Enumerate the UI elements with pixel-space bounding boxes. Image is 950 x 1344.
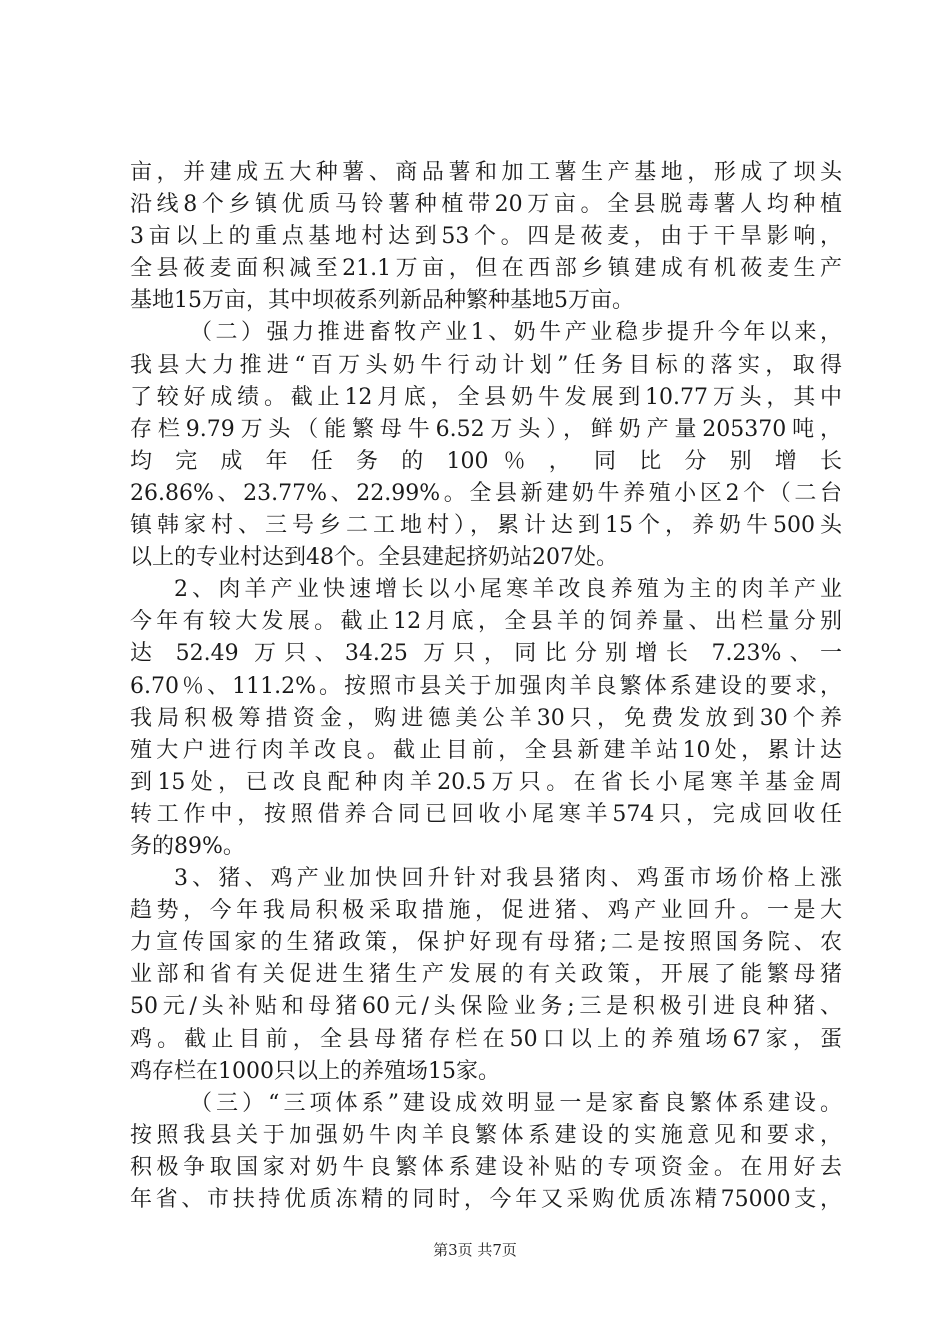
text-line: 6.70％、111.2%。按照市县关于加强肉羊良繁体系建设的要求，: [130, 673, 842, 699]
page-footer: 第3页 共7页: [433, 1241, 517, 1259]
body-text: [130, 157, 842, 1216]
text-line: 3、猪、鸡产业加快回升针对我县猪肉、鸡蛋市场价格上涨: [174, 866, 842, 892]
text-line: 鸡。截止目前，全县母猪存栏在50口以上的养殖场67家，蛋: [130, 1026, 842, 1052]
text-line: 3亩以上的重点基地村达到53个。四是莜麦，由于干旱影响，: [130, 224, 842, 250]
text-line: （三）“三项体系”建设成效明显一是家畜良繁体系建设。: [190, 1090, 842, 1116]
text-line: 达 52.49 万只、34.25 万只，同比分别增长 7.23%、一: [130, 641, 842, 667]
text-line: 年省、市扶持优质冻精的同时，今年又采购优质冻精75000支，: [130, 1187, 842, 1212]
text-line: 2、肉羊产业快速增长以小尾寒羊改良养殖为主的肉羊产业: [174, 577, 842, 603]
text-line: 存栏9.79万头（能繁母牛6.52万头），鲜奶产量205370吨，: [130, 416, 842, 442]
text-line: 我县大力推进“百万头奶牛行动计划”任务目标的落实，取得: [130, 352, 842, 378]
text-line: 业部和省有关促进生猪生产发展的有关政策，开展了能繁母猪: [130, 962, 842, 988]
text-line: 趋势，今年我局积极采取措施，促进猪、鸡产业回升。一是大: [130, 898, 842, 924]
text-line: 26.86%、23.77%、22.99%。全县新建奶牛养殖小区2个（二台: [130, 480, 842, 506]
text-line: 积极争取国家对奶牛良繁体系建设补贴的专项资金。在用好去: [130, 1154, 842, 1180]
text-line: 沿线8个乡镇优质马铃薯种植带20万亩。全县脱毒薯人均种植: [130, 192, 842, 218]
text-line: 力宣传国家的生猪政策，保护好现有母猪;二是按照国务院、农: [130, 930, 842, 956]
text-line: 亩，并建成五大种薯、商品薯和加工薯生产基地，形成了坝头: [130, 160, 842, 185]
text-line: 按照我县关于加强奶牛肉羊良繁体系建设的实施意见和要求，: [130, 1122, 842, 1148]
text-line: 今年有较大发展。截止12月底，全县羊的饲养量、出栏量分别: [130, 609, 842, 635]
text-line: 了较好成绩。截止12月底，全县奶牛发展到10.77万头，其中: [130, 384, 842, 410]
text-line: 以上的专业村达到48个。全县建起挤奶站207处。: [130, 545, 618, 571]
text-line: 务的89%。: [130, 833, 245, 859]
text-line: 基地15万亩，其中坝莜系列新品种繁种基地5万亩。: [130, 288, 634, 314]
text-line: 50元/头补贴和母猪60元/头保险业务;三是积极引进良种猪、: [130, 994, 842, 1020]
text-line: 我局积极筹措资金，购进德美公羊30只，免费发放到30个养: [130, 705, 842, 731]
text-line: 镇韩家村、三号乡二工地村），累计达到15个，养奶牛500头: [130, 513, 842, 539]
text-line: 全县莜麦面积减至21.1万亩，但在西部乡镇建成有机莜麦生产: [130, 256, 842, 282]
text-line: 殖大户进行肉羊改良。截止目前，全县新建羊站10处，累计达: [130, 737, 842, 763]
text-line: 鸡存栏在1000只以上的养殖场15家。: [130, 1058, 500, 1084]
text-line: （二）强力推进畜牧产业1、奶牛产业稳步提升今年以来，: [190, 320, 842, 346]
text-line: 到15处，已改良配种肉羊20.5万只。在省长小尾寒羊基金周: [130, 769, 842, 795]
text-line: 转工作中，按照借养合同已回收小尾寒羊574只，完成回收任: [130, 801, 842, 827]
text-line: 均 完 成 年 任 务 的 100 ％ ， 同 比 分 别 增 长: [130, 448, 842, 474]
